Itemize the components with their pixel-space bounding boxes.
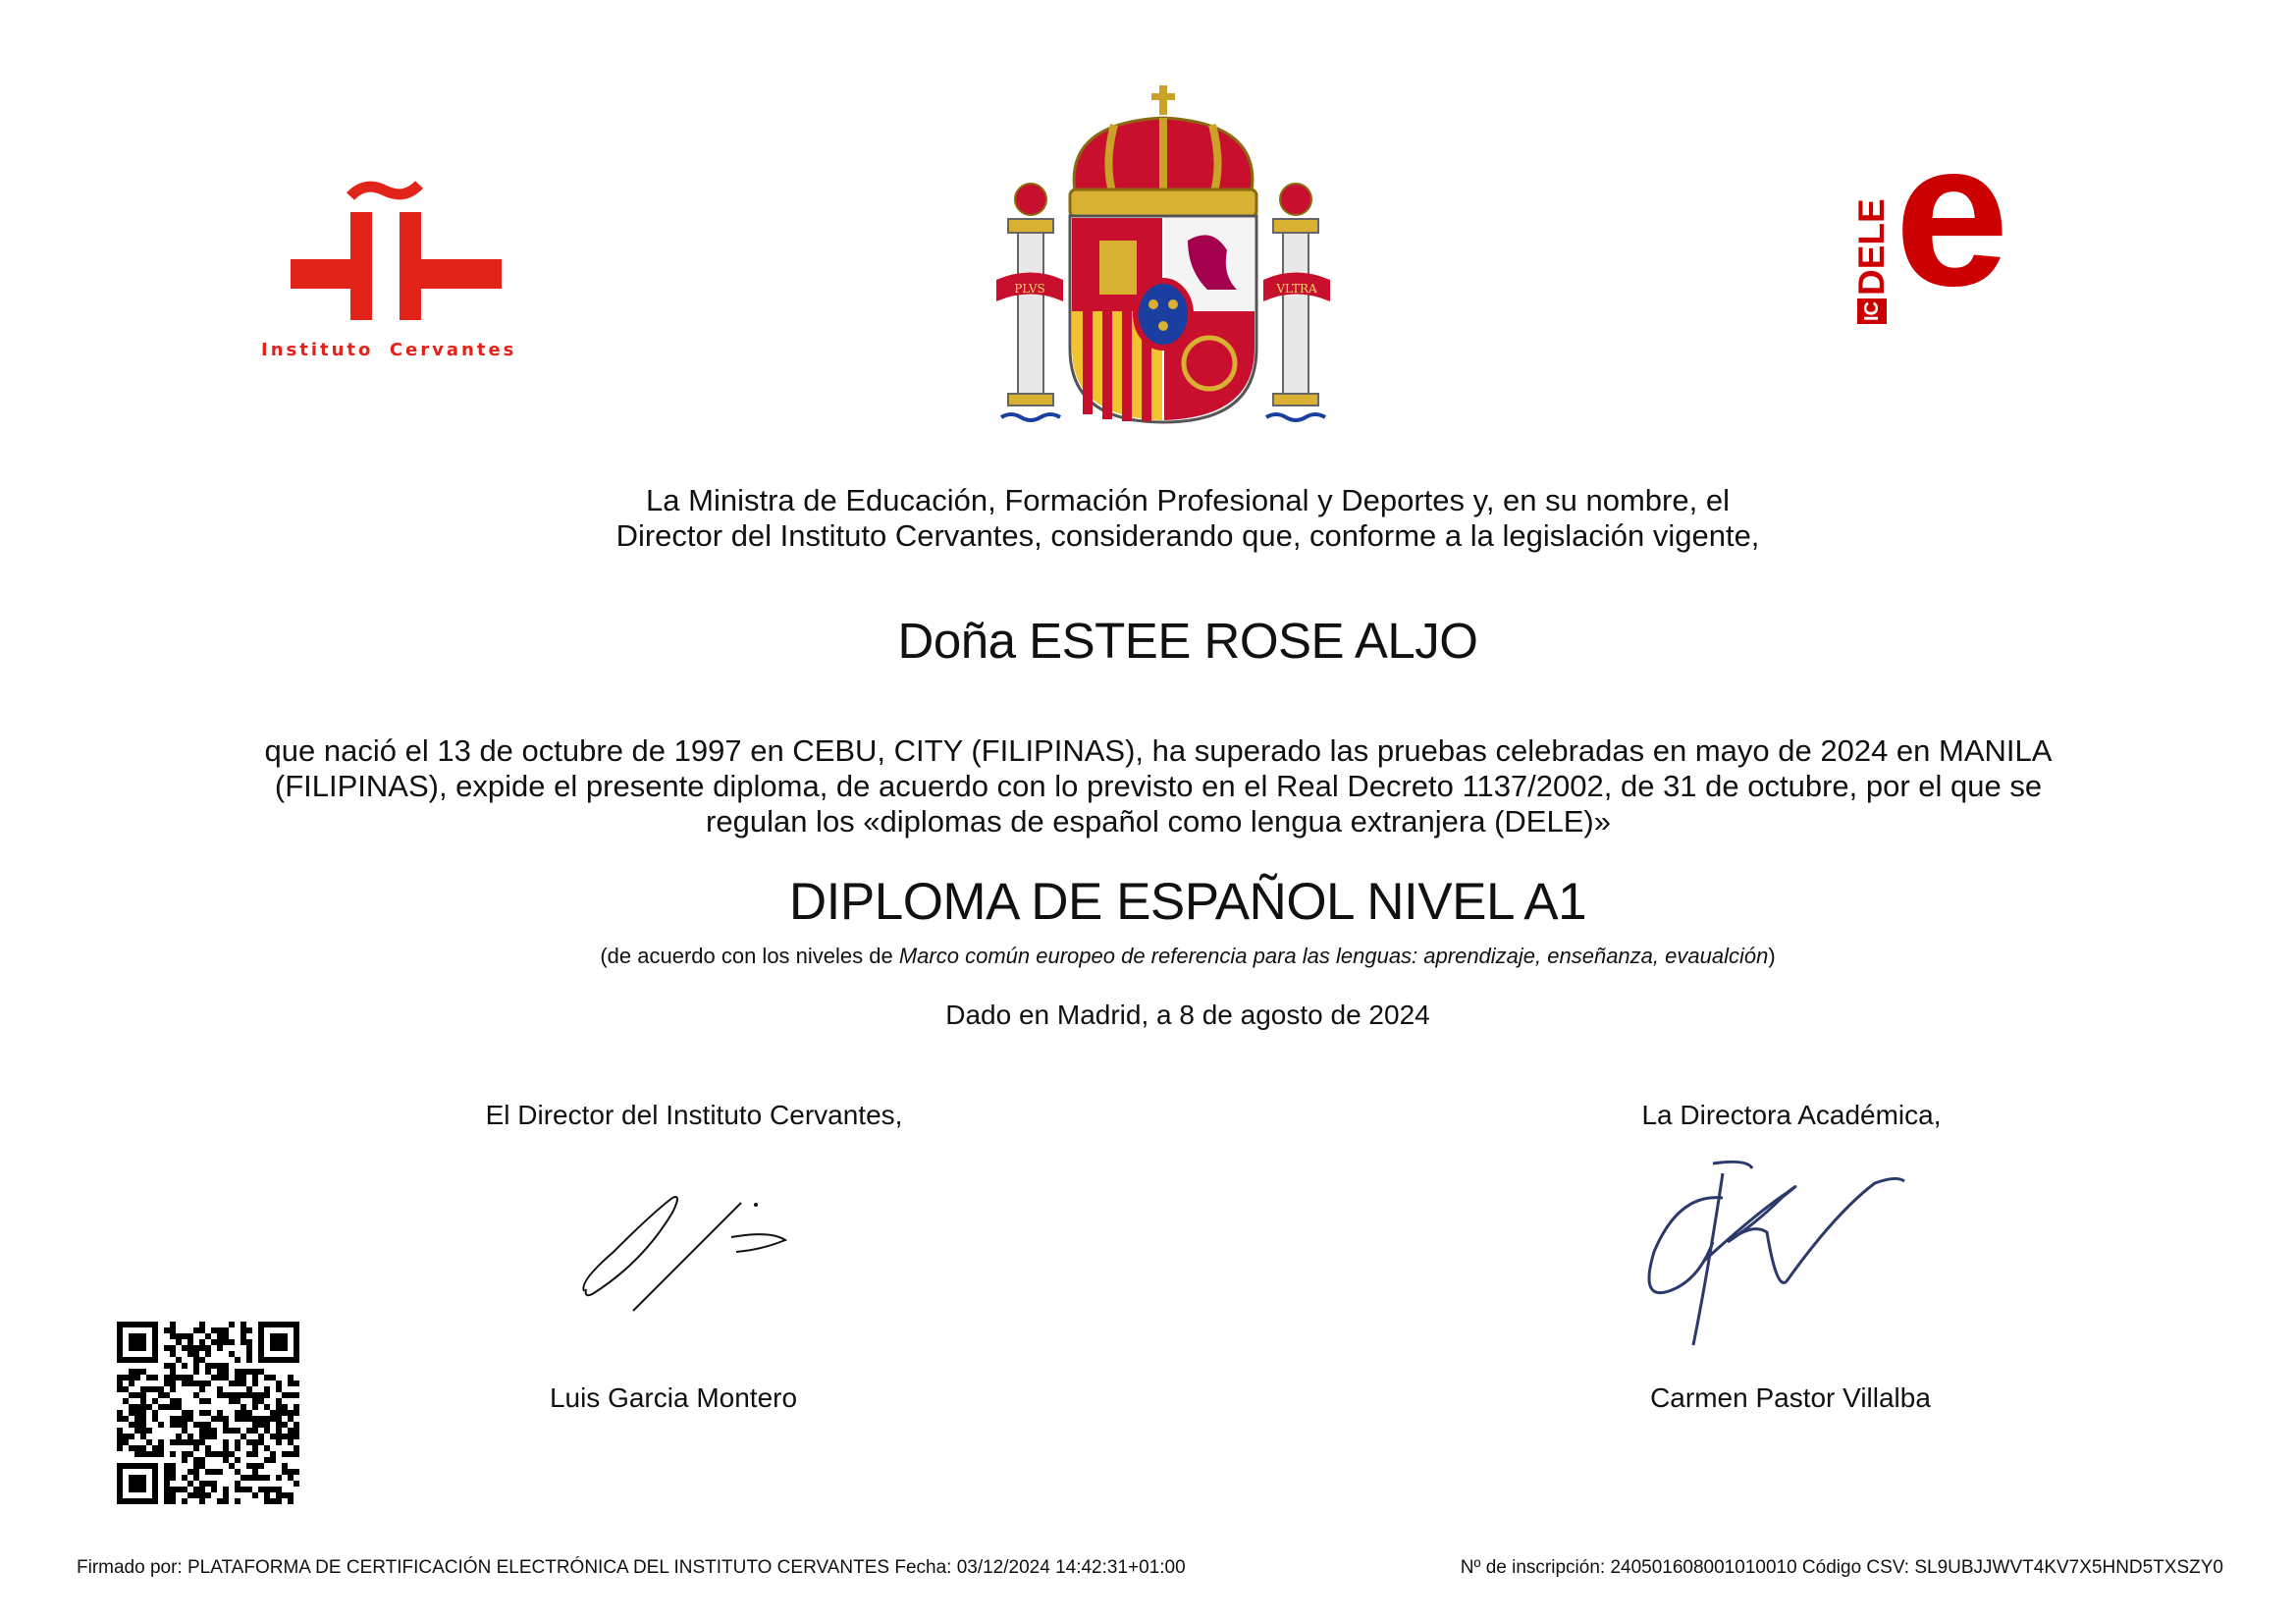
diploma-title: DIPLOMA DE ESPAÑOL NIVEL A1 xyxy=(788,873,1587,931)
registration-footer: Nº de inscripción: 240501608001010010 Código CSV: SL9UBJJWVT4KV7X5HND5TXSZY0 xyxy=(1460,1557,2223,1578)
recipient-name: Doña ESTEE ROSE ALJO xyxy=(897,613,1478,669)
dele-ic-badge: IC xyxy=(1857,298,1887,324)
dele-logo xyxy=(1851,98,2042,332)
motto-ultra: VLTRA xyxy=(1276,282,1317,296)
director-name: Luis Garcia Montero xyxy=(549,1382,798,1413)
electronic-signature-footer: Firmado por: PLATAFORMA DE CERTIFICACIÓN ELECTRÓNICA DEL INSTITUTO CERVANTES Fecha: 03/12/2024 14:42:31+01:00 xyxy=(77,1557,1186,1578)
academic-director-signature xyxy=(1639,1154,1953,1350)
cervantes-logo-text-1: Instituto xyxy=(261,340,374,360)
cervantes-logo-text-2: Cervantes xyxy=(389,340,517,360)
certificate-body: que nació el 13 de octubre de 1997 en CEBU, CITY (FILIPINAS), ha superado las pruebas celebradas en mayo de 2024 en MANILA (FILIPINAS), expide el presente diploma, de acuerdo con lo previsto en el Real Decreto 1137/2002, de 31 de octubre, por el que se regulan los «diplomas de español como lengua extranjera (DELE)» xyxy=(264,733,2053,839)
intro-line-1: La Ministra de Educación, Formación Profesional y Deportes y, en su nombre, el xyxy=(646,483,1730,517)
dele-letter-e: e xyxy=(1895,98,2009,329)
director-role: El Director del Instituto Cervantes, xyxy=(485,1100,903,1130)
academic-director-role: La Directora Académica, xyxy=(1641,1100,1942,1130)
subtitle-suffix: ) xyxy=(1768,944,1776,968)
diploma-subtitle xyxy=(0,944,2296,969)
intro-line-2: Director del Instituto Cervantes, considerando que, conforme a la legislación vigente, xyxy=(615,518,1760,553)
dele-text: DELE xyxy=(1851,198,1892,296)
issue-date: Dado en Madrid, a 8 de agosto de 2024 xyxy=(945,1000,1430,1030)
director-signature xyxy=(574,1183,790,1321)
intro-text xyxy=(0,483,2296,554)
subtitle-prefix: (de acuerdo con los niveles de xyxy=(600,944,899,968)
motto-plus: PLVS xyxy=(1014,282,1045,296)
spain-coat-of-arms xyxy=(996,83,1330,432)
cervantes-logo-mark xyxy=(257,175,542,322)
subtitle-framework: Marco común europeo de referencia para las lenguas: aprendizaje, enseñanza, evaualción xyxy=(898,944,1769,968)
academic-director-name: Carmen Pastor Villalba xyxy=(1650,1382,1931,1413)
instituto-cervantes-logo xyxy=(257,175,542,371)
verification-qr-code[interactable] xyxy=(117,1322,299,1504)
